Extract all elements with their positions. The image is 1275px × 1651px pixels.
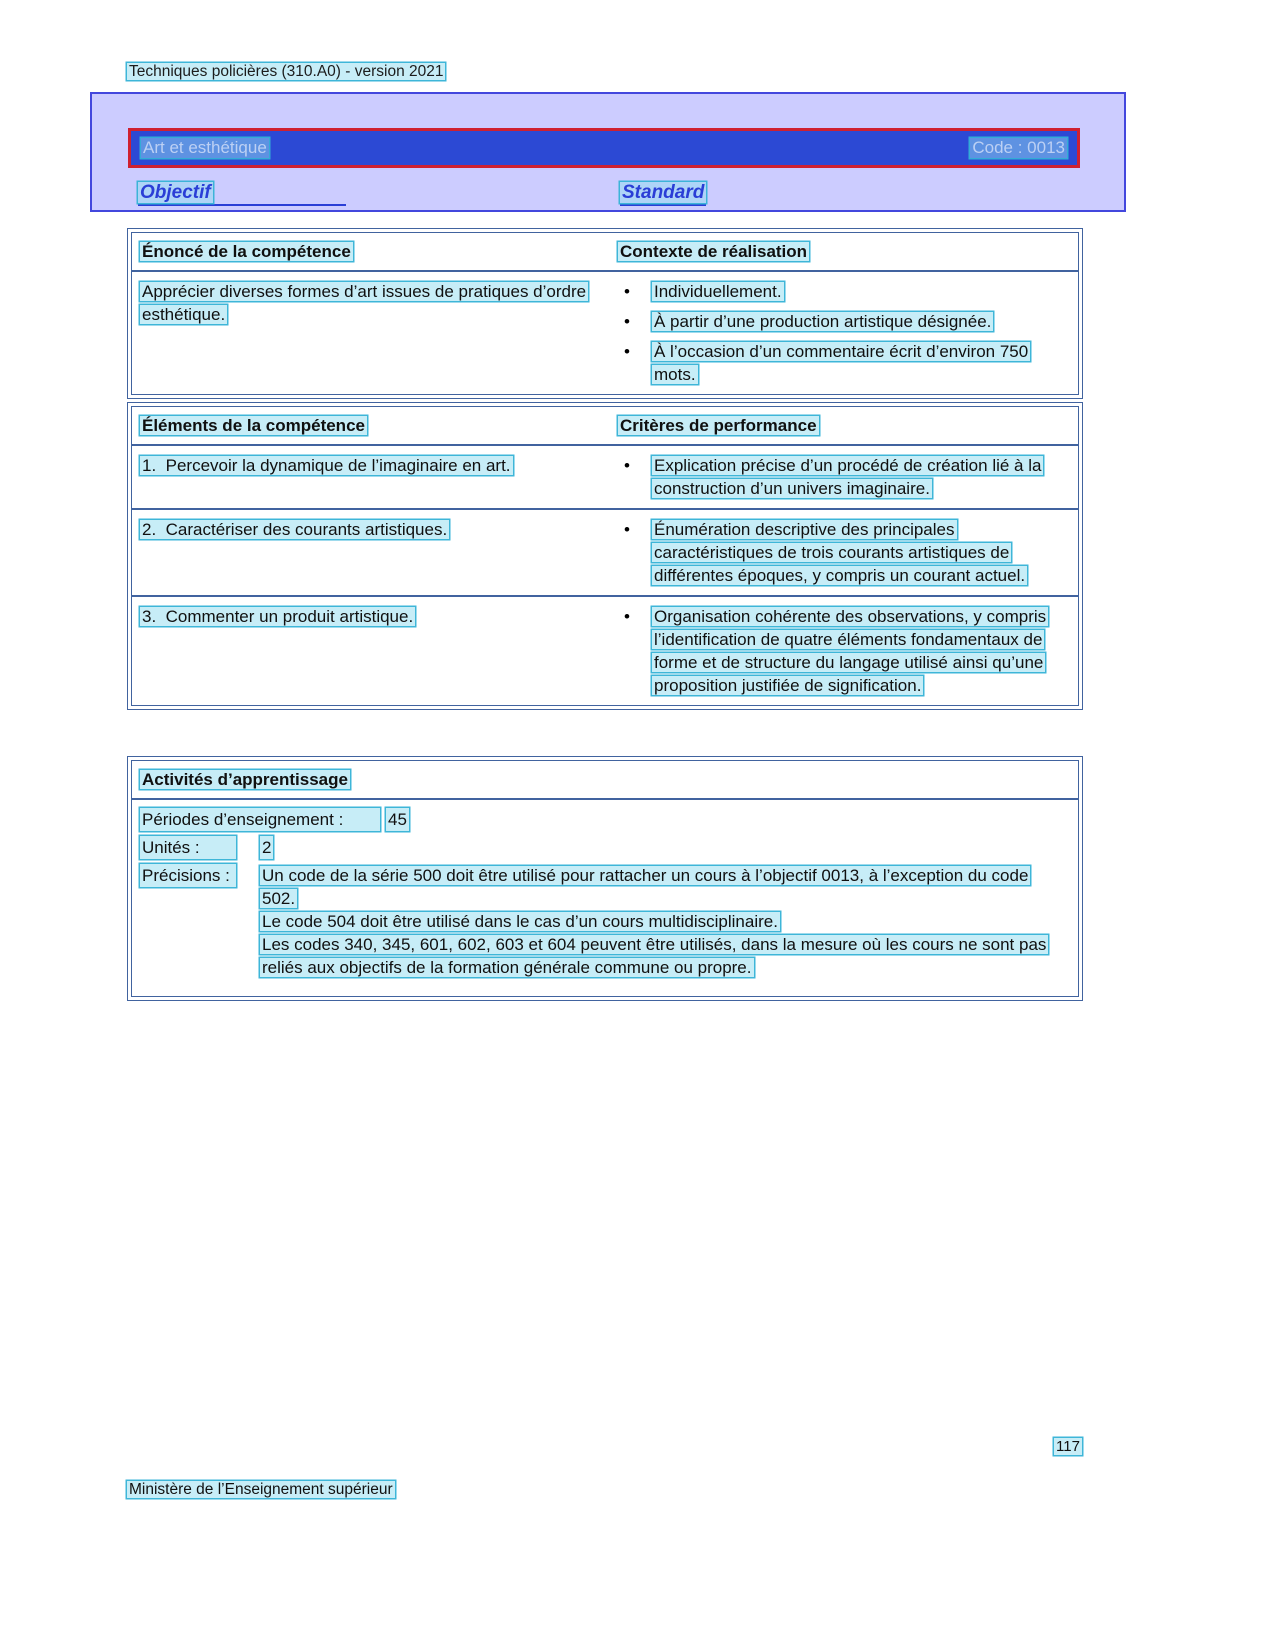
competence-table-header-row: [132, 233, 1078, 272]
competence-table-inner: [131, 232, 1079, 395]
enonce-header-cell: [140, 240, 618, 263]
precision-line: [260, 864, 1050, 910]
elements-table-header-row: [132, 407, 1078, 446]
contexte-bullet-text: À l’occasion d’un commentaire écrit d’environ 750 mots.: [654, 342, 1029, 384]
heading-standard-text: Standard: [622, 182, 705, 203]
element-cell: [140, 605, 618, 697]
activites-header-row: [132, 761, 1078, 800]
heading-standard: [620, 182, 706, 206]
bullet-icon: •: [624, 520, 630, 539]
critere-bullet: [652, 518, 1070, 587]
unites-row: [140, 836, 1070, 859]
critere-cell: [618, 518, 1070, 587]
document-running-header: [127, 63, 445, 81]
element-text: 1. Percevoir la dynamique de l’imaginaire en art.: [142, 456, 511, 475]
precisions-row: [140, 864, 1070, 979]
table-row: [132, 446, 1078, 508]
bullet-icon: •: [624, 456, 630, 475]
activites-box: [127, 756, 1083, 1001]
heading-objectif: [138, 182, 346, 206]
bullet-icon: •: [624, 607, 630, 626]
precisions-label: Précisions :: [140, 864, 236, 887]
enonce-header-text: Énoncé de la compétence: [142, 242, 351, 261]
criteres-header-text: Critères de performance: [620, 416, 817, 435]
program-title-text: Techniques policières (310.A0) - version 2021: [129, 63, 444, 80]
objective-title-bar: [128, 128, 1080, 168]
contexte-header-text: Contexte de réalisation: [620, 242, 808, 261]
competence-table-body-row: [132, 272, 1078, 394]
elements-table: [127, 402, 1083, 710]
unites-label: Unités :: [140, 836, 236, 859]
list-item: [618, 605, 1070, 697]
elements-header-cell: [140, 414, 618, 437]
element-text: 2. Caractériser des courants artistiques.: [142, 520, 448, 539]
competence-table: [127, 228, 1083, 399]
list-item: [618, 340, 1070, 386]
heading-objectif-text: Objectif: [140, 182, 211, 203]
table-row: [132, 508, 1078, 595]
precision-text: Le code 504 doit être utilisé dans le cas d’un cours multidisciplinaire.: [262, 912, 778, 931]
element-text: 3. Commenter un produit artistique.: [142, 607, 414, 626]
precision-text: Les codes 340, 345, 601, 602, 603 et 604 peuvent être utilisés, dans la mesure où les cours ne sont pas reliés aux objectifs de la formation générale commune ou propre.: [262, 935, 1047, 977]
contexte-bullet-text: Individuellement.: [654, 282, 782, 301]
bullet-icon: •: [624, 282, 630, 301]
critere-cell: [618, 605, 1070, 697]
critere-text: Énumération descriptive des principales caractéristiques de trois courants artistiques de différentes époques, y compris un courant actuel.: [654, 520, 1026, 585]
critere-text: Organisation cohérente des observations, y compris l’identification de quatre éléments fondamentaux de forme et de structure du langage utilisé ainsi qu’une proposition justifiée de signification.: [654, 607, 1047, 695]
criteres-header-cell: [618, 414, 1070, 437]
activites-header-text: Activités d’apprentissage: [142, 770, 348, 789]
elements-table-inner: [131, 406, 1079, 706]
periodes-label: Périodes d’enseignement :: [140, 808, 380, 831]
critere-bullet: [652, 605, 1070, 697]
element-cell: [140, 454, 618, 500]
element-cell: [140, 518, 618, 587]
periodes-row: [140, 808, 1070, 831]
objective-title: Art et esthétique: [143, 138, 267, 157]
precision-text: Un code de la série 500 doit être utilisé pour rattacher un cours à l’objectif 0013, à l’exception du code 502.: [262, 866, 1029, 908]
critere-text: Explication précise d’un procédé de création lié à la construction d’un univers imaginaire.: [654, 456, 1042, 498]
precisions-text-block: [260, 864, 1050, 979]
document-footer: [127, 1481, 395, 1499]
table-row: [132, 595, 1078, 705]
activites-body: [132, 800, 1078, 996]
contexte-bullet: [652, 340, 1070, 386]
activites-box-inner: [131, 760, 1079, 997]
periodes-value: 45: [388, 810, 407, 829]
objective-code: Code : 0013: [972, 138, 1065, 157]
enonce-cell: [140, 280, 618, 386]
list-item: [618, 280, 1070, 303]
objective-panel: [90, 92, 1126, 212]
elements-header-text: Éléments de la compétence: [142, 416, 365, 435]
critere-bullet: [652, 454, 1070, 500]
contexte-cell: [618, 280, 1070, 386]
precision-line: [260, 933, 1050, 979]
list-item: [618, 518, 1070, 587]
critere-cell: [618, 454, 1070, 500]
list-item: [618, 454, 1070, 500]
contexte-bullet: [652, 310, 993, 333]
enonce-text: Apprécier diverses formes d’art issues de pratiques d’ordre esthétique.: [142, 282, 587, 324]
precision-line: [260, 910, 1050, 933]
bullet-icon: •: [624, 312, 630, 331]
contexte-bullet: [652, 280, 784, 303]
contexte-bullet-text: À partir d’une production artistique désignée.: [654, 312, 992, 331]
unites-value: 2: [262, 838, 272, 857]
contexte-header-cell: [618, 240, 1070, 263]
bullet-icon: •: [624, 342, 630, 361]
list-item: [618, 310, 1070, 333]
page-number: [1054, 1438, 1082, 1455]
page-number-text: 117: [1056, 1438, 1080, 1455]
footer-text: Ministère de l’Enseignement supérieur: [129, 1481, 393, 1498]
